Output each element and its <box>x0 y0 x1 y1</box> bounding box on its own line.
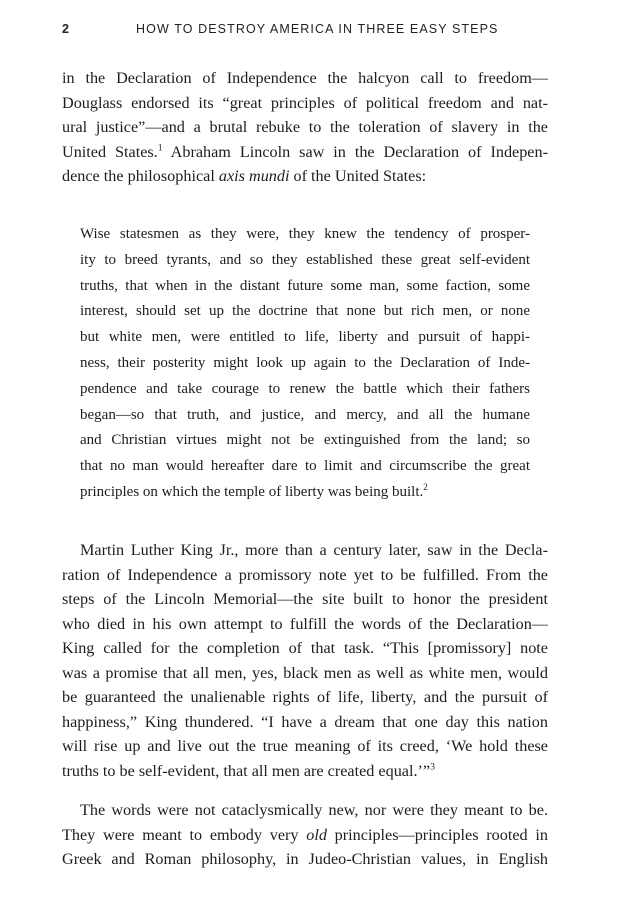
italic-term: old <box>306 825 327 844</box>
running-head <box>62 22 548 40</box>
footnote-marker: 2 <box>423 481 428 492</box>
text-fragment: principles—principles rooted in <box>326 825 548 844</box>
quote-line: ness, their posterity might look up again to the Declaration of Inde- <box>80 354 530 371</box>
text-line: ural justice”—and a brutal rebuke to the toleration of slavery in the <box>62 118 548 136</box>
text-line <box>62 164 548 189</box>
quote-line: and Christian virtues might not be extinguished from the land; so <box>80 432 530 449</box>
paragraph-old-principles <box>62 798 548 872</box>
italic-term: axis mundi <box>218 167 290 185</box>
text-line: in the Declaration of Independence the halcyon call to freedom— <box>62 69 548 87</box>
quote-line: began—so that truth, and justice, and mercy, and all the humane <box>80 406 530 423</box>
text-fragment: United States. <box>62 142 158 161</box>
text-fragment: truths to be self-evident, that all men are created equal.’” <box>62 761 431 780</box>
text-line: The words were not cataclysmically new, nor were they meant to be. <box>80 801 548 819</box>
quote-line: Wise statesmen as they were, they knew the tendency of prosper- <box>80 226 530 242</box>
block-quote-lincoln <box>80 222 530 506</box>
text-line: who died in his own attempt to fulfill the words of the Declaration— <box>62 614 548 633</box>
text-line: steps of the Lincoln Memorial—the site built to honor the president <box>62 590 548 608</box>
text-line: be guaranteed the unalienable rights of life, liberty, and the pursuit of <box>62 688 548 706</box>
text-fragment: They were meant to embody very <box>62 825 307 844</box>
quote-line: pendence and take courage to renew the battle which their fathers <box>80 380 530 397</box>
paragraph-douglass-lincoln <box>62 66 548 189</box>
quote-line: interest, should set up the doctrine that none but rich men, or none <box>80 303 530 320</box>
text-line: was a promise that all men, yes, black men as well as white men, would <box>62 663 548 682</box>
text-line: Douglass endorsed its “great principles of political freedom and nat- <box>62 93 548 112</box>
text-fragment: dence the philosophical <box>62 167 219 185</box>
text-line: ration of Independence a promissory note yet to be fulfilled. From the <box>62 565 548 584</box>
text-line: Martin Luther King Jr., more than a century later, saw in the Decla- <box>80 541 548 559</box>
footnote-marker: 1 <box>157 142 163 154</box>
quote-line: that no man would hereafter dare to limit and circumscribe the great <box>80 458 530 475</box>
text-line: Greek and Roman philosophy, in Judeo-Christian values, in English <box>62 850 548 868</box>
quote-line: ity to breed tyrants, and so they established these great self-evident <box>80 251 530 268</box>
text-line <box>62 759 548 784</box>
text-line: King called for the completion of that task. “This [promissory] note <box>62 639 548 657</box>
text-fragment: principles on which the temple of liberty was being built. <box>80 483 424 500</box>
quote-line <box>80 480 530 506</box>
text-line <box>62 823 548 848</box>
quote-line: but white men, were entitled to life, liberty and pursuit of happi- <box>80 329 530 346</box>
text-fragment: of the United States: <box>289 167 427 185</box>
quote-line: truths, that when in the distant future some man, some faction, some <box>80 277 530 294</box>
paragraph-king <box>62 538 548 783</box>
text-line: will rise up and live out the true meaning of its creed, ‘We hold these <box>62 737 548 755</box>
running-title: HOW TO DESTROY AMERICA IN THREE EASY STEPS <box>136 22 499 36</box>
text-line: happiness,” King thundered. “I have a dream that one day this nation <box>62 712 548 731</box>
footnote-marker: 3 <box>430 761 435 773</box>
page-number: 2 <box>62 22 71 36</box>
text-line <box>62 140 548 165</box>
text-fragment: Abraham Lincoln saw in the Declaration of Indepen- <box>162 142 548 161</box>
